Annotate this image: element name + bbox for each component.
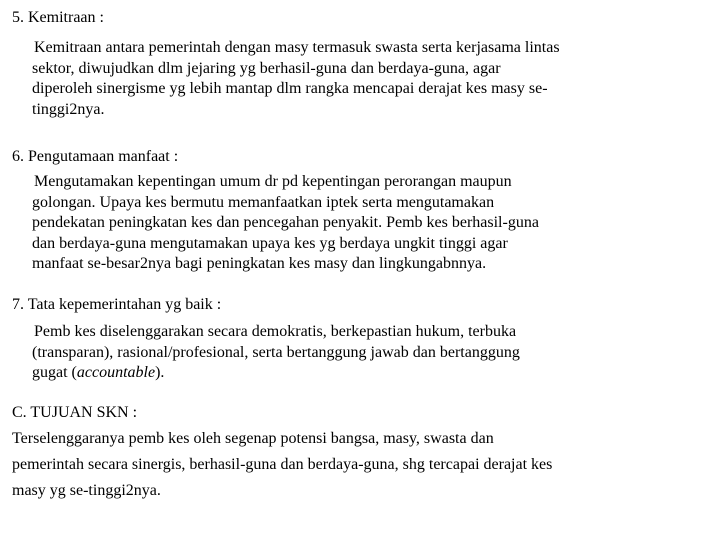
heading-kemitraan: 5. Kemitraan : bbox=[12, 9, 104, 26]
goal-line: masy yg se-tinggi2nya. bbox=[12, 482, 161, 499]
paragraph-line: tinggi2nya. bbox=[32, 100, 105, 118]
goal-line: Terselenggaranya pemb kes oleh segenap potensi bangsa, masy, swasta dan bbox=[12, 430, 494, 447]
paragraph-line bbox=[32, 363, 702, 384]
paragraph-line: dan berdaya-guna mengutamakan upaya kes yg berdaya ungkit tinggi agar bbox=[32, 234, 508, 252]
paragraph-line: Kemitraan antara pemerintah dengan masy termasuk swasta serta kerjasama lintas bbox=[34, 39, 560, 56]
goal-heading: C. TUJUAN SKN : bbox=[12, 404, 138, 421]
italic-term: accountable bbox=[76, 364, 156, 381]
heading-pengutamaan-manfaat: 6. Pengutamaan manfaat : bbox=[12, 148, 179, 165]
paragraph-line: golongan. Upaya kes bermutu memanfaatkan iptek serta mengutamakan bbox=[32, 193, 495, 211]
paragraph-line: (transparan), rasional/profesional, serta bertanggung jawab dan bertanggung bbox=[32, 343, 520, 361]
heading-tata-kepemerintahan: 7. Tata kepemerintahan yg baik : bbox=[12, 296, 222, 313]
goal-line: pemerintah secara sinergis, berhasil-guna dan berdaya-guna, shg tercapai derajat kes bbox=[12, 456, 553, 473]
paragraph-line: Mengutamakan kepentingan umum dr pd kepentingan perorangan maupun bbox=[34, 173, 512, 190]
goal-section bbox=[12, 400, 712, 504]
paragraph-line: manfaat se-besar2nya bagi peningkatan kes masy dan lingkungabnnya. bbox=[32, 255, 487, 272]
paragraph-line: sektor, diwujudkan dlm jejaring yg berhasil-guna dan berdaya-guna, agar bbox=[32, 59, 501, 77]
paragraph-line: pendekatan peningkatan kes dan pencegahan penyakit. Pemb kes berhasil-guna bbox=[32, 214, 539, 231]
paragraph-tata-kepemerintahan bbox=[32, 322, 702, 384]
paragraph-line: Pemb kes diselenggarakan secara demokratis, berkepastian hukum, terbuka bbox=[34, 323, 517, 340]
paragraph-text: ). bbox=[155, 364, 165, 381]
paragraph-kemitraan bbox=[32, 38, 702, 120]
paragraph-pengutamaan-manfaat bbox=[32, 172, 702, 275]
paragraph-line: diperoleh sinergisme yg lebih mantap dlm rangka mencapai derajat kes masy se- bbox=[32, 80, 548, 97]
paragraph-text: gugat ( bbox=[32, 364, 77, 381]
